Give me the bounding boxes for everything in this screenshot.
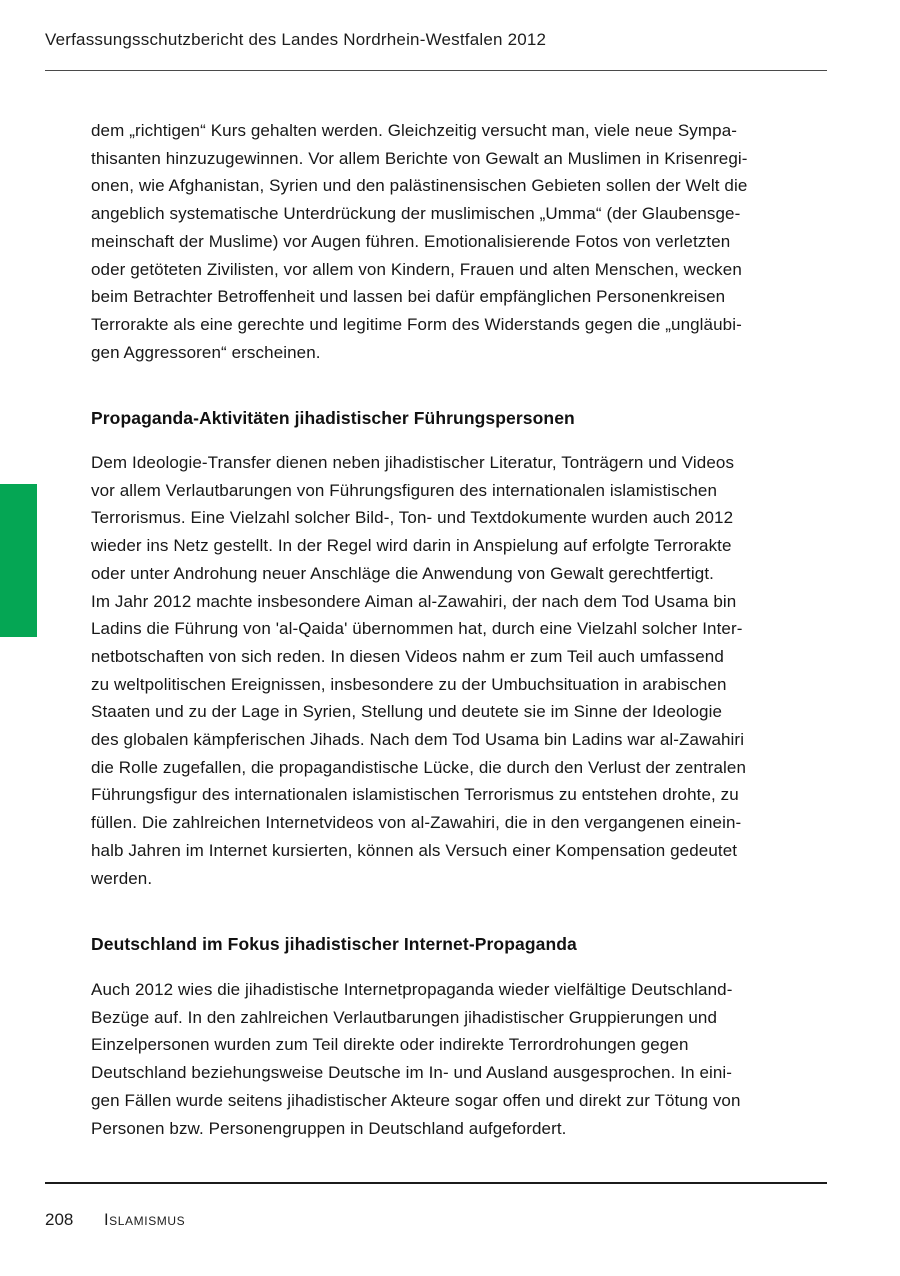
header-divider: [45, 70, 827, 71]
text-line: Einzelpersonen wurden zum Teil direkte oder indirekte Terrordrohungen gegen: [91, 1035, 689, 1055]
text-line: Staaten und zu der Lage in Syrien, Stellung und deutete sie im Sinne der Ideologie: [91, 702, 723, 722]
text-line: gen Fällen wurde seitens jihadistischer Akteure sogar offen und direkt zur Tötung von: [91, 1090, 741, 1110]
text-line: die Rolle zugefallen, die propagandistische Lücke, die durch den Verlust der zentralen: [91, 757, 747, 777]
text-line: Auch 2012 wies die jihadistische Internetpropaganda wieder vielfältige Deutschland-: [91, 980, 733, 999]
text-line: meinschaft der Muslime) vor Augen führen. Emotionalisierende Fotos von verletzten: [91, 231, 731, 251]
text-line: gen Aggressoren“ erscheinen.: [91, 342, 321, 362]
text-line: netbotschaften von sich reden. In diesen Videos nahm er zum Teil auch umfassend: [91, 646, 724, 666]
text-line: Führungsfigur des internationalen islamistischen Terrorismus zu entstehen drohte, zu: [91, 785, 739, 805]
section-heading-propaganda: Propaganda-Aktivitäten jihadistischer Führungspersonen: [91, 408, 575, 428]
text-line: beim Betrachter Betroffenheit und lassen bei dafür empfänglichen Personenkreisen: [91, 287, 726, 307]
text-line: werden.: [91, 868, 153, 888]
text-line: Terrorakte als eine gerechte und legitime Form des Widerstands gegen die „ungläubi-: [91, 314, 742, 334]
page-number: 208: [45, 1210, 74, 1229]
text-line: Ladins die Führung von 'al-Qaida' übernommen hat, durch eine Vielzahl solcher Inter-: [91, 619, 743, 639]
text-line: des globalen kämpferischen Jihads. Nach dem Tod Usama bin Ladins war al-Zawahiri: [91, 730, 745, 750]
paragraph-3: [91, 976, 836, 1142]
text-line: oder unter Androhung neuer Anschläge die Anwendung von Gewalt gerechtfertigt.: [91, 563, 714, 583]
text-line: Personen bzw. Personengruppen in Deutschland aufgefordert.: [91, 1118, 567, 1138]
text-line: vor allem Verlautbarungen von Führungsfiguren des internationalen islamistischen: [91, 480, 718, 500]
text-line: thisanten hinzuzugewinnen. Vor allem Berichte von Gewalt an Muslimen in Krisenregi-: [91, 148, 748, 168]
section-heading-deutschland: Deutschland im Fokus jihadistischer Internet-Propaganda: [91, 934, 577, 954]
text-line: Bezüge auf. In den zahlreichen Verlautbarungen jihadistischer Gruppierungen und: [91, 1007, 717, 1027]
footer-section-label: Islamismus: [104, 1211, 186, 1229]
text-line: dem „richtigen“ Kurs gehalten werden. Gleichzeitig versucht man, viele neue Sympa-: [91, 121, 738, 140]
text-line: Deutschland beziehungsweise Deutsche im In- und Ausland ausgesprochen. In eini-: [91, 1063, 733, 1083]
paragraph-1: [91, 117, 836, 366]
footer-divider: [45, 1182, 827, 1184]
section-marker: [0, 484, 37, 637]
text-line: angeblich systematische Unterdrückung der muslimischen „Umma“ (der Glaubensge-: [91, 204, 741, 224]
text-line: füllen. Die zahlreichen Internetvideos von al-Zawahiri, die in den vergangenen einein-: [91, 813, 742, 833]
text-line: Dem Ideologie-Transfer dienen neben jihadistischer Literatur, Tonträgern und Videos: [91, 453, 735, 472]
text-line: halb Jahren im Internet kursierten, können als Versuch einer Kompensation gedeutet: [91, 840, 738, 860]
text-line: Terrorismus. Eine Vielzahl solcher Bild-, Ton- und Textdokumente wurden auch 2012: [91, 508, 734, 528]
paragraph-2: [91, 449, 836, 892]
text-line: zu weltpolitischen Ereignissen, insbesondere zu der Umbuchsituation in arabischen: [91, 674, 727, 694]
page-header-title: Verfassungsschutzbericht des Landes Nordrhein-Westfalen 2012: [45, 30, 547, 49]
text-line: oder getöteten Zivilisten, vor allem von Kindern, Frauen und alten Menschen, wecken: [91, 259, 742, 279]
text-line: onen, wie Afghanistan, Syrien und den palästinensischen Gebieten sollen der Welt die: [91, 176, 748, 196]
text-line: wieder ins Netz gestellt. In der Regel wird darin in Anspielung auf erfolgte Terrorakte: [91, 536, 732, 556]
text-line: Im Jahr 2012 machte insbesondere Aiman al-Zawahiri, der nach dem Tod Usama bin: [91, 591, 737, 611]
